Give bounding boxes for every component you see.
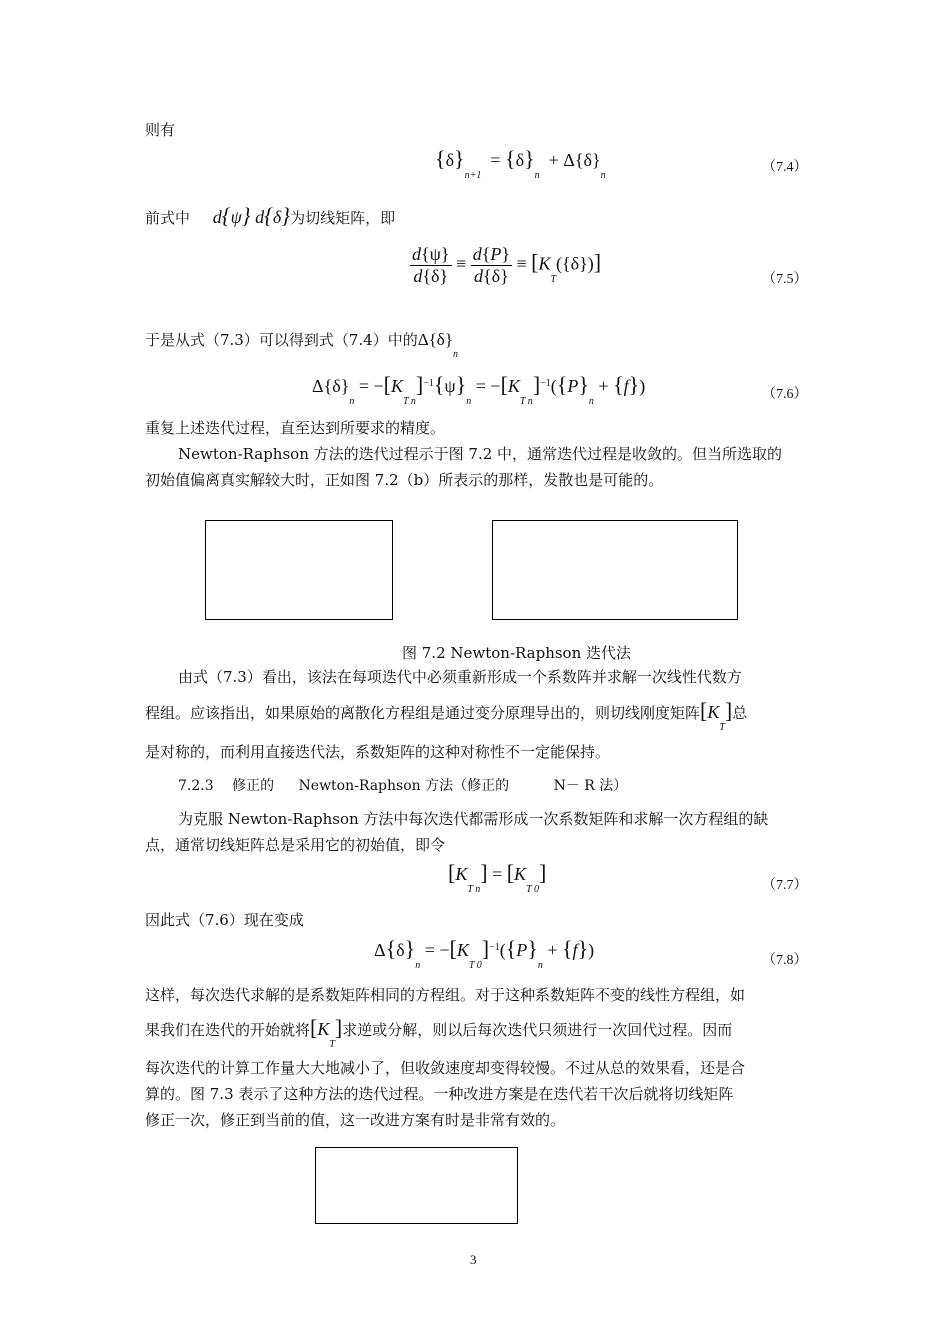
- text-line-3: [145, 330, 458, 360]
- text-line-10: 为克服 Newton-Raphson 方法中每次迭代都需形成一次系数矩阵和求解一次方程组的缺: [178, 810, 769, 828]
- equation-7-7: $[K_{T n}] = [K_{T 0}]$: [448, 860, 547, 895]
- text-line-9: 是对称的，而利用直接迭代法，系数矩阵的这种对称性不一定能保持。: [145, 743, 611, 761]
- figure-7-2a-placeholder: [205, 520, 393, 620]
- text-line-14: [145, 1015, 733, 1050]
- heading-part-a: 修正的: [232, 778, 275, 794]
- text-line-2: [145, 203, 396, 228]
- equation-7-4: $\{\delta\}_{n+1} = \{\delta\}_n + \Delta\{\delta\}_n$: [435, 146, 606, 181]
- text-l14-post: 求逆或分解，则以后每次迭代只须进行一次回代过程。因而: [342, 1021, 733, 1039]
- text-line-5: Newton-Raphson 方法的迭代过程示于图 7.2 中，通常迭代过程是收敛的。但当所选取的: [178, 445, 783, 463]
- text-line-11: 点，通常切线矩阵总是采用它的初始值，即令: [145, 836, 446, 854]
- equation-number-7-5: （7.5）: [762, 272, 808, 287]
- section-heading: [178, 776, 627, 796]
- text-l2-pre: 前式中: [145, 209, 191, 227]
- text-l3: 于是从式（7.3）可以得到式（7.4）中的: [145, 331, 418, 349]
- heading-part-b: Newton-Raphson 方法（修正的: [298, 778, 510, 794]
- equation-number-7-4: （7.4）: [762, 160, 808, 175]
- text-l8-pre: 程组。应该指出，如果原始的离散化方程组是通过变分原理导出的，则切线刚度矩阵: [145, 704, 701, 722]
- heading-part-c: N－ R 法）: [553, 778, 628, 794]
- equation-7-8: $\Delta\{\delta\}_n = -[K_{T 0}]^{-1}(\{P\}_n + \{f\})$: [374, 936, 595, 971]
- text-line-4: 重复上述迭代过程，直至达到所要求的精度。: [145, 419, 446, 437]
- equation-7-6: $\Delta\{\delta\}_n = -[K_{T n}]^{-1}\{\psi\}_n = -[K_{T n}]^{-1}(\{P\}_n + \{f\})$: [312, 372, 646, 407]
- text-l8-post: 总: [732, 704, 748, 722]
- text-l14-pre: 果我们在迭代的开始就将: [145, 1021, 311, 1039]
- text-line-12: 因此式（7.6）现在变成: [145, 911, 304, 929]
- text-l2-post: 为切线矩阵，即: [290, 209, 396, 227]
- text-line-13: 这样，每次迭代求解的是系数矩阵相同的方程组。对于这种系数矩阵不变的线性方程组，如: [145, 986, 746, 1004]
- text-line-17: 修正一次，修正到当前的值，这一改进方案有时是非常有效的。: [145, 1111, 566, 1129]
- text-line-6: 初始值偏离真实解较大时，正如图 7.2（b）所表示的那样，发散也是可能的。: [145, 471, 664, 489]
- figure-7-3-placeholder: [315, 1147, 518, 1224]
- inline-math-delta-n: $\Delta\{\delta\}_n$: [417, 330, 458, 360]
- inline-math-kt-2: $[K_T]$: [310, 1015, 343, 1050]
- inline-math-dpsi-ddelta: d{ψ} d{δ}: [212, 203, 291, 228]
- figure-caption: 图 7.2 Newton-Raphson 迭代法: [402, 644, 632, 662]
- equation-number-7-7: （7.7）: [762, 878, 808, 893]
- text-line-15: 每次迭代的计算工作量大大地减小了，但收敛速度却变得较慢。不过从总的效果看，还是合: [145, 1059, 746, 1077]
- text-line-8: [145, 698, 748, 733]
- equation-number-7-8: （7.8）: [762, 953, 808, 968]
- inline-math-kt: $[K_T]$: [700, 698, 733, 733]
- text-line-1: 则有: [145, 121, 176, 139]
- text-line-7: 由式（7.3）看出，该法在每项迭代中必须重新形成一个系数阵并求解一次线性代数方: [178, 668, 742, 686]
- figure-7-2b-placeholder: [492, 520, 738, 620]
- text-line-16: 算的。图 7.3 表示了这种方法的迭代过程。一种改进方案是在迭代若干次后就将切线矩阵: [145, 1085, 734, 1103]
- equation-7-5: $\frac{d\{\psi\}}{d\{\delta\}}$ ≡ $\frac{d\{P\}}{d\{\delta\}}$ ≡ $[K_T(\{\delta\})]$: [412, 244, 602, 286]
- heading-number: 7.2.3: [178, 778, 214, 794]
- equation-number-7-6: （7.6）: [762, 387, 808, 402]
- page-number: 3: [470, 1252, 477, 1267]
